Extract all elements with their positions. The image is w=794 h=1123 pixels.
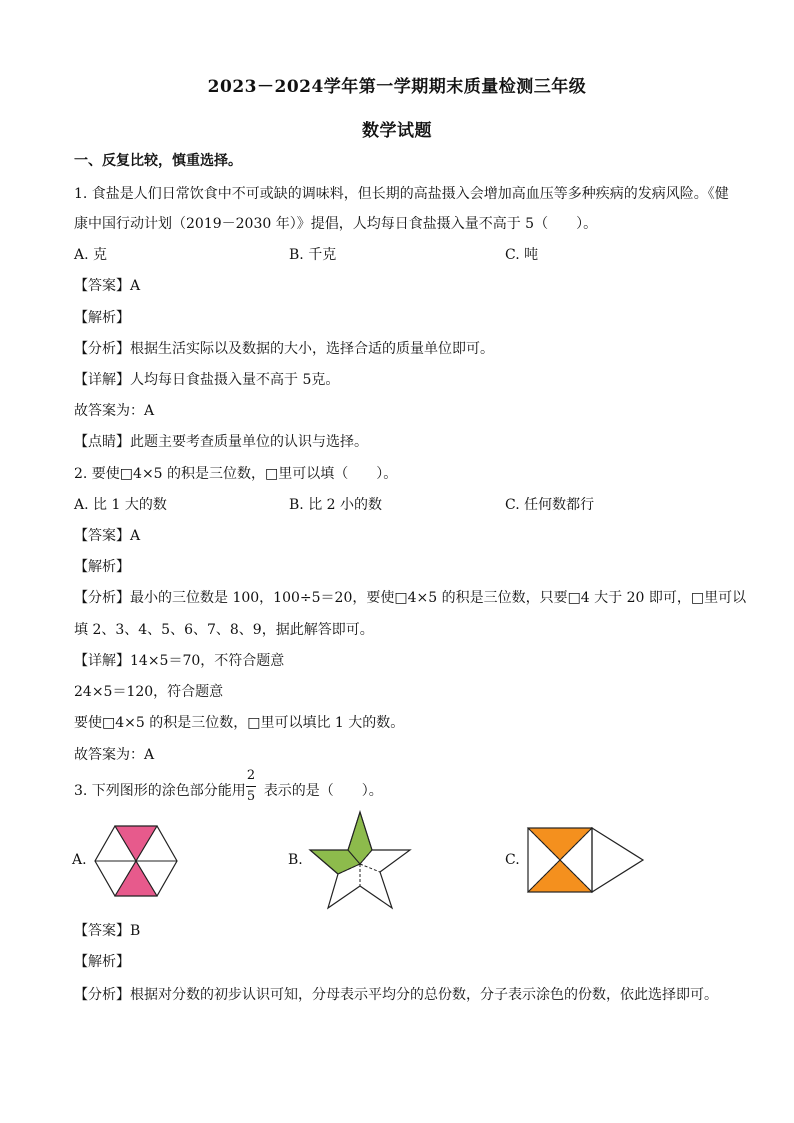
q3-analysis-text: 根据对分数的初步认识可知，分母表示平均分的总份数，分子表示涂色的份数，依此选择即可。 bbox=[130, 987, 718, 1003]
q3-answer: 【答案】B bbox=[74, 923, 141, 939]
q2-answer: 【答案】A bbox=[74, 528, 141, 544]
q3-figure-a-hexagon bbox=[94, 825, 178, 897]
page-title: 2023－2024学年第一学期期末质量检测三年级 bbox=[207, 77, 587, 97]
square-top-part bbox=[528, 828, 592, 860]
hexagon-bottom-part bbox=[115, 861, 157, 896]
q2-analysis-line2: 填 2、3、4、5、6、7、8、9，据此解答即可。 bbox=[74, 622, 374, 638]
q1-answer: 【答案】A bbox=[74, 278, 141, 294]
q1-detail bbox=[74, 369, 339, 389]
q1-detail-tag: 【详解】 bbox=[74, 372, 130, 388]
q3-stem-post: 表示的是（ ）。 bbox=[263, 783, 383, 799]
triangle-outline bbox=[592, 828, 643, 892]
page-subtitle: 数学试题 bbox=[362, 121, 432, 141]
q1-option-a: A. 克 bbox=[74, 247, 108, 263]
q1-comment bbox=[74, 431, 368, 451]
q3-figure-b-label: B. bbox=[288, 852, 303, 868]
q1-stem-line2: 康中国行动计划（2019－2030 年）》提倡，人均每日食盐摄入量不高于 5（ ）。 bbox=[74, 216, 598, 232]
q2-analysis-line1 bbox=[74, 587, 746, 607]
q2-detail-tag: 【详解】 bbox=[74, 653, 130, 669]
q1-analysis-tag: 【分析】 bbox=[74, 341, 130, 357]
hexagon-top-part bbox=[115, 826, 157, 861]
q2-stem: 2. 要使□4×5 的积是三位数，□里可以填（ ）。 bbox=[74, 466, 398, 482]
q3-stem-pre: 3. 下列图形的涂色部分能用 bbox=[74, 783, 246, 799]
q2-jiexi: 【解析】 bbox=[74, 559, 130, 575]
q3-figure-b-star bbox=[308, 810, 412, 910]
q3-jiexi: 【解析】 bbox=[74, 954, 130, 970]
q2-final-answer: 故答案为：A bbox=[74, 747, 155, 763]
q1-analysis-text: 根据生活实际以及数据的大小，选择合适的质量单位即可。 bbox=[130, 341, 494, 357]
q3-analysis-tag: 【分析】 bbox=[74, 987, 130, 1003]
q2-analysis-tag: 【分析】 bbox=[74, 590, 130, 606]
q3-figure-c-square-triangle bbox=[527, 827, 645, 893]
q1-analysis bbox=[74, 338, 494, 358]
q2-analysis-text: 最小的三位数是 100，100÷5＝20，要使□4×5 的积是三位数，只要□4 大于 20 即可，□里可以 bbox=[130, 590, 747, 606]
q3-fraction-bar bbox=[246, 786, 256, 787]
q2-option-c: C. 任何数都行 bbox=[505, 497, 595, 513]
q3-figure-c-label: C. bbox=[505, 852, 520, 868]
section-heading: 一、反复比较，慎重选择。 bbox=[74, 153, 242, 169]
q2-detail-text: 14×5＝70，不符合题意 bbox=[130, 653, 285, 669]
q3-fraction-denominator: 5 bbox=[246, 789, 256, 804]
q1-final-answer: 故答案为：A bbox=[74, 403, 155, 419]
q1-option-c: C. 吨 bbox=[505, 247, 539, 263]
square-bottom-part bbox=[528, 860, 592, 892]
q1-stem-line1: 1. 食盐是人们日常饮食中不可或缺的调味料，但长期的高盐摄入会增加高血压等多种疾病的发病风险。《健 bbox=[74, 186, 729, 202]
q3-stem bbox=[74, 780, 383, 800]
q3-figure-a-label: A. bbox=[72, 852, 87, 868]
q2-detail bbox=[74, 650, 284, 670]
q1-comment-text: 此题主要考查质量单位的认识与选择。 bbox=[130, 434, 368, 450]
q1-option-b: B. 千克 bbox=[289, 247, 337, 263]
q2-detail-line3: 要使□4×5 的积是三位数，□里可以填比 1 大的数。 bbox=[74, 715, 405, 731]
q3-analysis bbox=[74, 984, 718, 1004]
q1-detail-text: 人均每日食盐摄入量不高于 5克。 bbox=[130, 372, 340, 388]
q2-option-b: B. 比 2 小的数 bbox=[289, 497, 382, 513]
q2-option-a: A. 比 1 大的数 bbox=[74, 497, 167, 513]
q2-detail-line2: 24×5＝120，符合题意 bbox=[74, 684, 224, 700]
q1-comment-tag: 【点睛】 bbox=[74, 434, 130, 450]
q1-jiexi: 【解析】 bbox=[74, 310, 130, 326]
q3-fraction-numerator: 2 bbox=[246, 768, 256, 783]
